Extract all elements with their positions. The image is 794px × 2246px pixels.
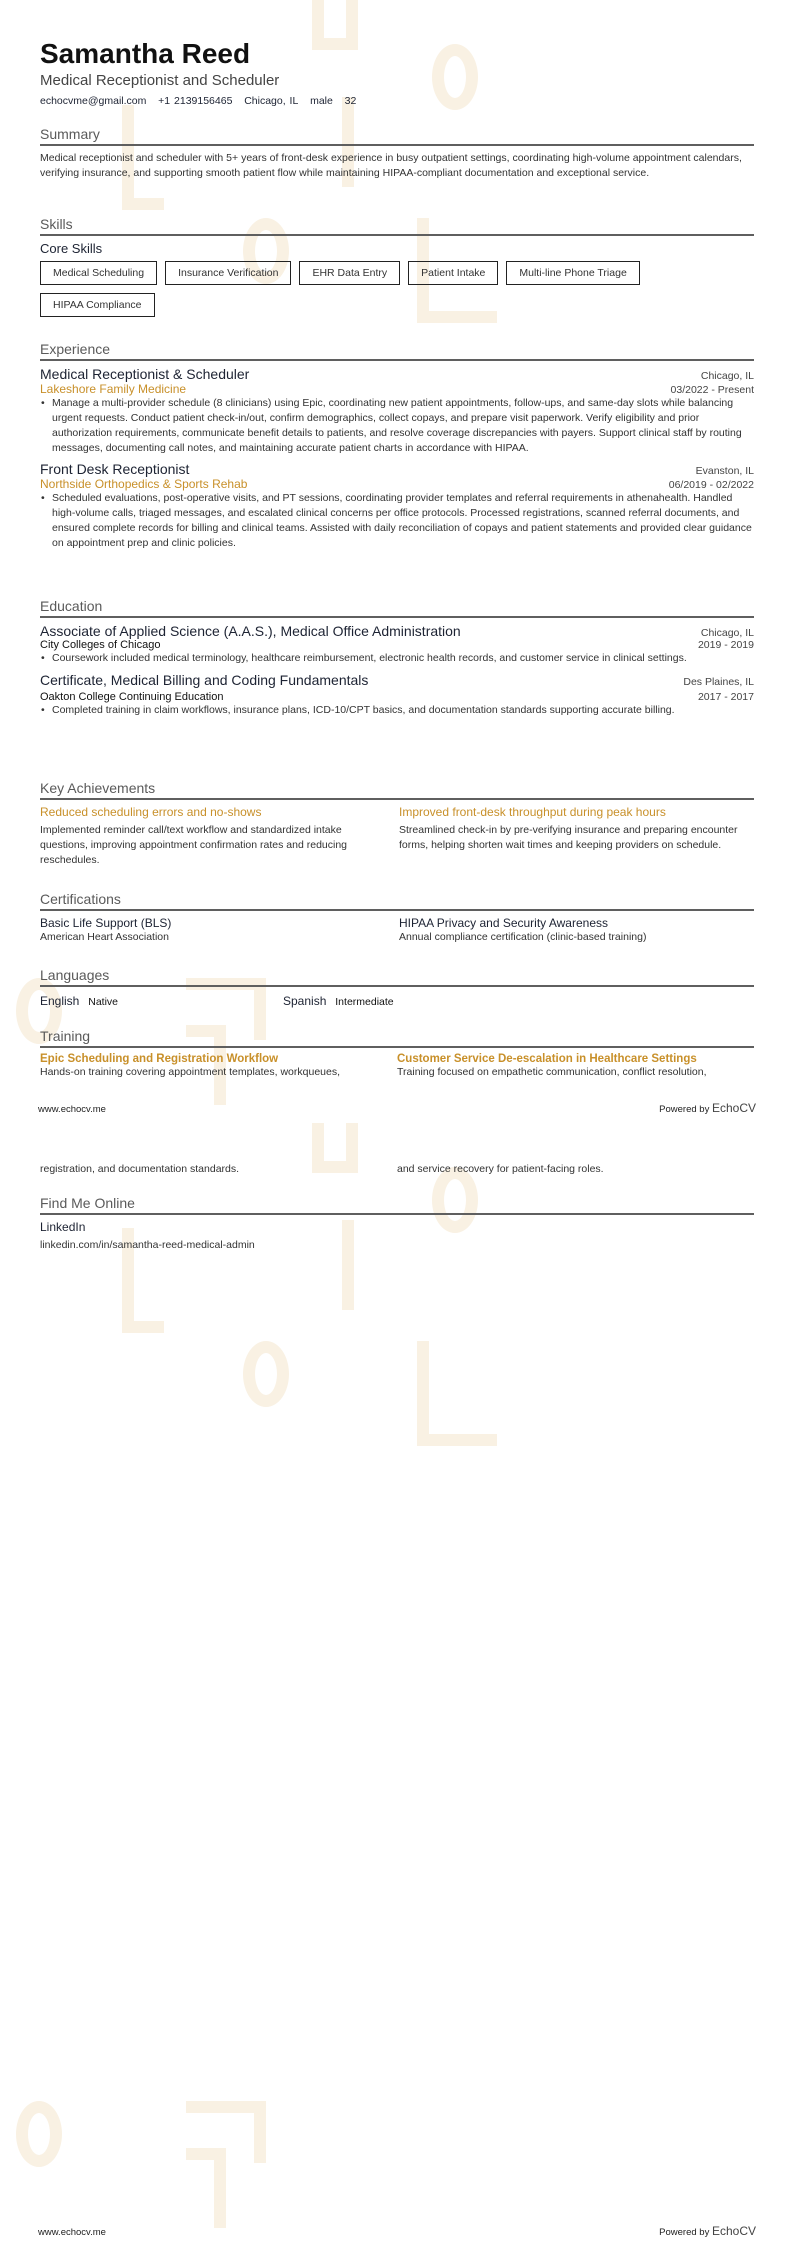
training-continued — [40, 1162, 754, 1177]
job-company: Lakeshore Family Medicine — [40, 382, 187, 396]
education-entry — [40, 672, 754, 718]
brand-logo[interactable]: EchoCV — [711, 1101, 756, 1115]
training-text: registration, and documentation standards. — [40, 1163, 240, 1175]
training-text: and service recovery for patient-facing roles. — [397, 1163, 604, 1175]
training-item — [40, 1053, 397, 1080]
education-location: Chicago, IL — [700, 627, 754, 639]
job-location: Evanston, IL — [695, 465, 754, 477]
contact-location: Chicago, IL — [244, 95, 299, 107]
language-item — [40, 992, 283, 1010]
decor-ring — [16, 2101, 62, 2167]
job-location: Chicago, IL — [700, 370, 754, 382]
school: Oakton College Continuing Education — [40, 691, 224, 703]
job-title: Medical Receptionist & Scheduler — [40, 366, 250, 382]
certification-issuer: American Heart Association — [40, 931, 169, 943]
section-heading: Key Achievements — [40, 780, 754, 800]
footer-powered — [659, 2224, 756, 2238]
summary-text: Medical receptionist and scheduler with 5+ years of front-desk experience in busy outpatient settings, coordinating high-volume appointment calendars, verifying insurance, and supporting smooth patient flow while maintaining HIPAA-compliant documentation and exceptional service. — [40, 152, 742, 179]
education-bullet: • Coursework included medical terminology, healthcare reimbursement, electronic health records, and customer service in clinical settings. — [40, 651, 754, 666]
education-bullet: • Completed training in claim workflows, insurance plans, ICD-10/CPT basics, and documentation standards supporting accurate billing. — [40, 703, 754, 718]
skills-group-title: Core Skills — [40, 241, 103, 256]
section-heading: Summary — [40, 126, 754, 146]
experience-section — [40, 341, 754, 551]
degree: Certificate, Medical Billing and Coding Fundamentals — [40, 672, 369, 688]
achievements-section — [40, 780, 754, 868]
online-section — [40, 1195, 754, 1253]
language-level: Intermediate — [335, 996, 394, 1008]
training-text: Hands-on training covering appointment templates, workqueues, — [40, 1066, 341, 1078]
achievement-title: Reduced scheduling errors and no-shows — [40, 805, 262, 819]
skill-chip: EHR Data Entry — [299, 261, 400, 285]
achievement-text: Streamlined check-in by pre-verifying insurance and preparing encounter forms, helping shorten wait times and keeping providers on schedule. — [399, 824, 738, 851]
linkedin-link[interactable]: linkedin.com/in/samantha-reed-medical-admin — [40, 1239, 255, 1251]
language-name: English — [40, 994, 80, 1008]
training-title: Epic Scheduling and Registration Workflow — [40, 1053, 279, 1065]
achievement-item — [397, 805, 754, 868]
education-section — [40, 598, 754, 718]
language-level: Native — [88, 996, 119, 1008]
training-section — [40, 1028, 754, 1080]
languages-section — [40, 967, 754, 1010]
brand-logo[interactable]: EchoCV — [711, 2224, 756, 2238]
section-heading: Training — [40, 1028, 754, 1048]
training-item — [397, 1053, 754, 1080]
online-item — [40, 1220, 260, 1253]
contact-age: 32 — [344, 95, 357, 107]
contact-gender: male — [310, 95, 333, 107]
school: City Colleges of Chicago — [40, 639, 161, 651]
achievement-title: Improved front-desk throughput during peak hours — [399, 805, 666, 819]
skills-list — [40, 261, 754, 317]
section-heading: Certifications — [40, 891, 754, 911]
decor-shape — [417, 1341, 497, 1446]
footer-site[interactable]: www.echocv.me — [38, 1104, 106, 1115]
section-heading: Skills — [40, 216, 754, 236]
online-label: LinkedIn — [40, 1220, 86, 1234]
skill-chip: HIPAA Compliance — [40, 293, 155, 317]
language-name: Spanish — [283, 994, 327, 1008]
job-entry — [40, 366, 754, 456]
resume-header — [40, 38, 754, 107]
certification-name: Basic Life Support (BLS) — [40, 916, 172, 930]
certification-name: HIPAA Privacy and Security Awareness — [399, 916, 608, 930]
decor-ring — [243, 1341, 289, 1407]
training-title: Customer Service De-escalation in Healthcare Settings — [397, 1053, 697, 1065]
section-heading: Languages — [40, 967, 754, 987]
summary-section — [40, 126, 754, 181]
powered-label: Powered by — [659, 2227, 710, 2238]
training-text: Training focused on empathetic communication, conflict resolution, — [397, 1066, 707, 1078]
section-heading: Experience — [40, 341, 754, 361]
certification-item — [397, 916, 754, 945]
skill-chip: Medical Scheduling — [40, 261, 157, 285]
section-heading: Find Me Online — [40, 1195, 754, 1215]
skill-chip: Patient Intake — [408, 261, 498, 285]
job-dates: 06/2019 - 02/2022 — [668, 479, 754, 491]
certification-issuer: Annual compliance certification (clinic-based training) — [399, 931, 647, 943]
section-heading: Education — [40, 598, 754, 618]
contact-line — [40, 95, 754, 107]
achievement-item — [40, 805, 397, 868]
skills-section — [40, 216, 754, 317]
certifications-section — [40, 891, 754, 945]
language-item — [283, 992, 394, 1010]
certification-item — [40, 916, 397, 945]
powered-label: Powered by — [659, 1104, 710, 1115]
job-bullet: • Scheduled evaluations, post-operative visits, and PT sessions, coordinating provider templates and referral requirements in athenahealth. Handled high-volume calls, triaged messages, and escalated clinical concerns per office protocols. Processed registrations, scanned referral documents, and ensured complete records for billing and clinical teams. Assisted with daily reconciliation of copays and patient statements and provided clear guidance on appointment prep and clinic policies. — [40, 491, 754, 551]
skill-chip: Multi-line Phone Triage — [506, 261, 639, 285]
decor-shape — [186, 2148, 226, 2228]
job-bullet: • Manage a multi-provider schedule (8 clinicians) using Epic, coordinating new patient appointments, follow-ups, and same-day slots while balancing urgent requests. Conduct patient check-in/out, confirm demographics, collect copays, and prepare visit paperwork. Verify eligibility and prior authorization requirements, communicate benefit details to patients, and resolve coverage discrepancies with payers. Support clinical staff by routing messages, documenting call notes, and maintaining accurate patient charts in accordance with HIPAA. — [40, 396, 754, 456]
achievement-text: Implemented reminder call/text workflow and standardized intake questions, improving appointment confirmation rates and reducing reschedules. — [40, 824, 348, 866]
education-dates: 2019 - 2019 — [697, 639, 754, 651]
education-entry — [40, 623, 754, 666]
footer-site[interactable]: www.echocv.me — [38, 2227, 106, 2238]
candidate-name: Samantha Reed — [40, 38, 251, 69]
job-entry — [40, 461, 754, 551]
skill-chip: Insurance Verification — [165, 261, 291, 285]
footer-powered — [659, 1101, 756, 1115]
job-company: Northside Orthopedics & Sports Rehab — [40, 477, 248, 491]
job-title: Front Desk Receptionist — [40, 461, 190, 477]
candidate-title: Medical Receptionist and Scheduler — [40, 72, 280, 89]
degree: Associate of Applied Science (A.A.S.), Medical Office Administration — [40, 623, 461, 639]
education-dates: 2017 - 2017 — [697, 691, 754, 703]
education-location: Des Plaines, IL — [683, 676, 754, 688]
job-dates: 03/2022 - Present — [670, 384, 754, 396]
contact-email[interactable]: echocvme@gmail.com — [40, 95, 147, 107]
contact-phone[interactable]: +1 2139156465 — [158, 95, 233, 107]
